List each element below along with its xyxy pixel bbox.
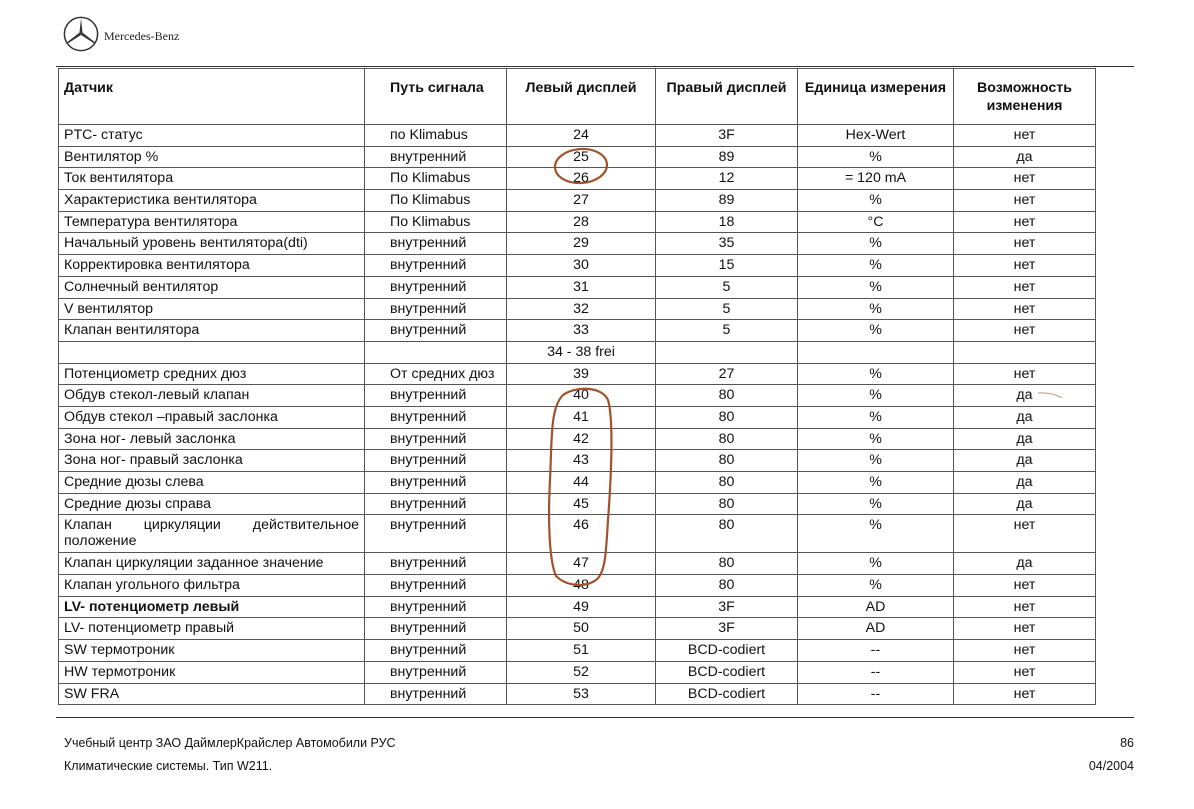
table-row xyxy=(59,493,1096,515)
table-cell: нет xyxy=(954,320,1096,342)
table-row xyxy=(59,428,1096,450)
table-row xyxy=(59,618,1096,640)
table-cell: 44 xyxy=(507,472,656,494)
table-cell: нет xyxy=(954,255,1096,277)
table-cell: Обдув стекол-левый клапан xyxy=(59,385,365,407)
table-cell: Клапан циркуляции действительное положение xyxy=(59,515,365,553)
table-cell: 3F xyxy=(656,618,798,640)
column-header: Возможность изменения xyxy=(954,69,1096,125)
table-cell: 3F xyxy=(656,596,798,618)
table-cell: -- xyxy=(798,640,954,662)
table-cell: внутренний xyxy=(365,233,507,255)
bottom-divider xyxy=(56,717,1134,718)
table-row xyxy=(59,385,1096,407)
table-cell: BCD-codiert xyxy=(656,683,798,705)
column-header: Правый дисплей xyxy=(656,69,798,125)
mercedes-star-icon xyxy=(62,15,100,53)
table-cell: 30 xyxy=(507,255,656,277)
table-cell: 89 xyxy=(656,146,798,168)
table-cell: нет xyxy=(954,363,1096,385)
table-cell: Hex-Wert xyxy=(798,125,954,147)
table-cell: 18 xyxy=(656,211,798,233)
page-number: 86 xyxy=(1120,736,1134,750)
table-cell: да xyxy=(954,146,1096,168)
table-cell: внутренний xyxy=(365,472,507,494)
table-cell: % xyxy=(798,493,954,515)
page-header xyxy=(62,14,179,54)
table-cell: Клапан угольного фильтра xyxy=(59,575,365,597)
table-cell xyxy=(365,341,507,363)
table-cell: 89 xyxy=(656,190,798,212)
table-cell: 51 xyxy=(507,640,656,662)
table-row xyxy=(59,320,1096,342)
table-cell: нет xyxy=(954,640,1096,662)
table-cell: Вентилятор % xyxy=(59,146,365,168)
table-cell: % xyxy=(798,428,954,450)
table-cell: -- xyxy=(798,683,954,705)
table-cell: °C xyxy=(798,211,954,233)
table-cell: внутренний xyxy=(365,618,507,640)
table-cell: 5 xyxy=(656,298,798,320)
table-cell: % xyxy=(798,515,954,553)
table-cell: 80 xyxy=(656,553,798,575)
table-cell: нет xyxy=(954,125,1096,147)
table-cell: 80 xyxy=(656,575,798,597)
table-cell xyxy=(656,341,798,363)
table-cell: % xyxy=(798,450,954,472)
table-cell: нет xyxy=(954,168,1096,190)
table-row xyxy=(59,515,1096,553)
table-cell: % xyxy=(798,233,954,255)
table-row xyxy=(59,406,1096,428)
table-header-row xyxy=(59,69,1096,125)
table-cell: Зона ног- правый заслонка xyxy=(59,450,365,472)
table-row xyxy=(59,255,1096,277)
table-cell: 42 xyxy=(507,428,656,450)
table-cell: внутренний xyxy=(365,553,507,575)
brand-name: Mercedes-Benz xyxy=(104,28,180,43)
table-cell: Начальный уровень вентилятора(dti) xyxy=(59,233,365,255)
table-cell: По Klimabus xyxy=(365,168,507,190)
table-cell: нет xyxy=(954,575,1096,597)
table-cell: 45 xyxy=(507,493,656,515)
sensor-table xyxy=(58,68,1096,705)
table-cell: % xyxy=(798,320,954,342)
table-cell xyxy=(954,341,1096,363)
table-cell: внутренний xyxy=(365,320,507,342)
table-cell: % xyxy=(798,553,954,575)
table-cell: 80 xyxy=(656,406,798,428)
table-cell: 48 xyxy=(507,575,656,597)
table-cell: да xyxy=(954,472,1096,494)
table-cell: Средние дюзы слева xyxy=(59,472,365,494)
table-cell: 80 xyxy=(656,493,798,515)
table-cell: 40 xyxy=(507,385,656,407)
table-cell: да xyxy=(954,428,1096,450)
table-cell: 27 xyxy=(507,190,656,212)
footer-left xyxy=(64,732,396,778)
table-cell: нет xyxy=(954,190,1096,212)
table-cell: 3F xyxy=(656,125,798,147)
table-cell: нет xyxy=(954,233,1096,255)
table-cell: 26 xyxy=(507,168,656,190)
table-cell: Характеристика вентилятора xyxy=(59,190,365,212)
table-cell: Клапан циркуляции заданное значение xyxy=(59,553,365,575)
table-row xyxy=(59,298,1096,320)
table-cell: 41 xyxy=(507,406,656,428)
table-cell: нет xyxy=(954,618,1096,640)
column-header: Левый дисплей xyxy=(507,69,656,125)
table-cell: % xyxy=(798,255,954,277)
top-divider xyxy=(56,66,1134,67)
table-cell: 28 xyxy=(507,211,656,233)
table-cell: = 120 mA xyxy=(798,168,954,190)
table-cell: 46 xyxy=(507,515,656,553)
table-cell: да xyxy=(954,553,1096,575)
table-cell: внутренний xyxy=(365,298,507,320)
table-cell: Средние дюзы справа xyxy=(59,493,365,515)
table-cell: % xyxy=(798,146,954,168)
table-cell: % xyxy=(798,276,954,298)
table-cell: BCD-codiert xyxy=(656,661,798,683)
table-row xyxy=(59,575,1096,597)
table-cell: 80 xyxy=(656,472,798,494)
table-cell: 12 xyxy=(656,168,798,190)
table-cell: % xyxy=(798,298,954,320)
table-cell: 80 xyxy=(656,450,798,472)
table-cell: AD xyxy=(798,618,954,640)
table-cell: внутренний xyxy=(365,276,507,298)
table-row xyxy=(59,683,1096,705)
table-cell: 32 xyxy=(507,298,656,320)
column-header: Датчик xyxy=(59,69,365,125)
table-cell: По Klimabus xyxy=(365,211,507,233)
table-cell: Потенциометр средних дюз xyxy=(59,363,365,385)
table-cell: Обдув стекол –правый заслонка xyxy=(59,406,365,428)
table-row xyxy=(59,168,1096,190)
table-cell: 80 xyxy=(656,515,798,553)
table-cell: PTC- статус xyxy=(59,125,365,147)
table-cell: нет xyxy=(954,683,1096,705)
table-row xyxy=(59,211,1096,233)
table-cell: внутренний xyxy=(365,146,507,168)
footer-subject: Климатические системы. Тип W211. xyxy=(64,759,273,773)
table-cell: HW термотроник xyxy=(59,661,365,683)
table-row xyxy=(59,341,1096,363)
table-cell: 5 xyxy=(656,320,798,342)
footer-org: Учебный центр ЗАО ДаймлерКрайслер Автомобили РУС xyxy=(64,736,396,750)
table-cell: внутренний xyxy=(365,450,507,472)
table-cell: 39 xyxy=(507,363,656,385)
table-cell: AD xyxy=(798,596,954,618)
table-cell: да xyxy=(954,406,1096,428)
table-row xyxy=(59,472,1096,494)
table-cell: 35 xyxy=(656,233,798,255)
table-cell: По Klimabus xyxy=(365,190,507,212)
table-row xyxy=(59,363,1096,385)
table-cell: % xyxy=(798,385,954,407)
table-row xyxy=(59,190,1096,212)
table-cell: 53 xyxy=(507,683,656,705)
table-cell: От средних дюз xyxy=(365,363,507,385)
table-cell: Зона ног- левый заслонка xyxy=(59,428,365,450)
table-cell: % xyxy=(798,472,954,494)
table-row xyxy=(59,661,1096,683)
table-cell: нет xyxy=(954,515,1096,553)
table-cell: Корректировка вентилятора xyxy=(59,255,365,277)
table-cell: Ток вентилятора xyxy=(59,168,365,190)
table-cell: 27 xyxy=(656,363,798,385)
column-header: Единица измерения xyxy=(798,69,954,125)
table-cell: Солнечный вентилятор xyxy=(59,276,365,298)
table-cell: SW FRA xyxy=(59,683,365,705)
table-cell: нет xyxy=(954,298,1096,320)
table-row xyxy=(59,146,1096,168)
table-row xyxy=(59,233,1096,255)
table-cell xyxy=(798,341,954,363)
table-cell: % xyxy=(798,363,954,385)
table-cell: % xyxy=(798,575,954,597)
table-cell: внутренний xyxy=(365,661,507,683)
table-cell: 29 xyxy=(507,233,656,255)
table-cell: 5 xyxy=(656,276,798,298)
footer-right xyxy=(1089,732,1134,778)
column-header: Путь сигнала xyxy=(365,69,507,125)
table-cell: внутренний xyxy=(365,255,507,277)
table-cell: V вентилятор xyxy=(59,298,365,320)
table-cell: 80 xyxy=(656,385,798,407)
table-cell: 34 - 38 frei xyxy=(507,341,656,363)
table-cell: да xyxy=(954,385,1096,407)
table-cell: внутренний xyxy=(365,596,507,618)
table-row xyxy=(59,450,1096,472)
table-cell: нет xyxy=(954,596,1096,618)
table-cell: 80 xyxy=(656,428,798,450)
table-cell: нет xyxy=(954,661,1096,683)
table-cell: внутренний xyxy=(365,493,507,515)
table-cell: внутренний xyxy=(365,515,507,553)
table-cell: нет xyxy=(954,211,1096,233)
table-cell: 50 xyxy=(507,618,656,640)
table-cell: нет xyxy=(954,276,1096,298)
table-cell: внутренний xyxy=(365,385,507,407)
table-row xyxy=(59,125,1096,147)
table-cell: 49 xyxy=(507,596,656,618)
table-cell: внутренний xyxy=(365,428,507,450)
table-cell: BCD-codiert xyxy=(656,640,798,662)
table-cell: SW термотроник xyxy=(59,640,365,662)
table-cell: 25 xyxy=(507,146,656,168)
table-cell: по Klimabus xyxy=(365,125,507,147)
table-cell: 24 xyxy=(507,125,656,147)
table-cell: % xyxy=(798,190,954,212)
table-cell: Температура вентилятора xyxy=(59,211,365,233)
table-cell: LV- потенциометр левый xyxy=(59,596,365,618)
table-cell: 47 xyxy=(507,553,656,575)
table-row xyxy=(59,276,1096,298)
table-cell: 33 xyxy=(507,320,656,342)
table-cell: -- xyxy=(798,661,954,683)
table-cell: LV- потенциометр правый xyxy=(59,618,365,640)
table-cell: % xyxy=(798,406,954,428)
table-cell xyxy=(59,341,365,363)
table-cell: внутренний xyxy=(365,575,507,597)
table-cell: 43 xyxy=(507,450,656,472)
table-cell: да xyxy=(954,493,1096,515)
table-cell: 31 xyxy=(507,276,656,298)
table-cell: да xyxy=(954,450,1096,472)
table-cell: 52 xyxy=(507,661,656,683)
table-cell: Клапан вентилятора xyxy=(59,320,365,342)
table-cell: внутренний xyxy=(365,640,507,662)
table-cell: 15 xyxy=(656,255,798,277)
table-row xyxy=(59,553,1096,575)
table-row xyxy=(59,640,1096,662)
table-row xyxy=(59,596,1096,618)
table-cell: внутренний xyxy=(365,406,507,428)
footer-date: 04/2004 xyxy=(1088,759,1134,773)
table-cell: внутренний xyxy=(365,683,507,705)
